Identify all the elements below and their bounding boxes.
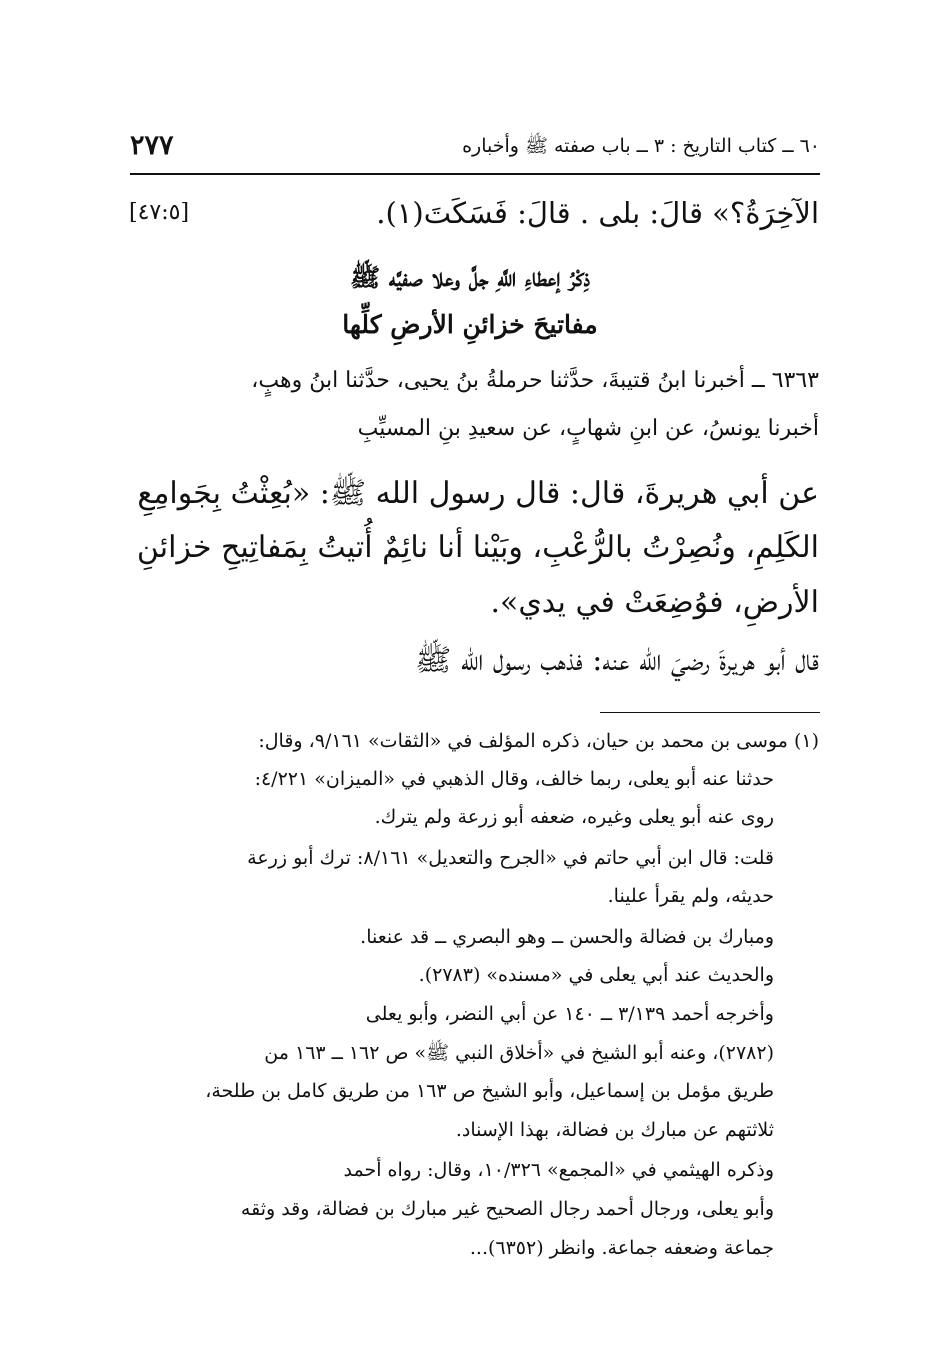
footnote-line: وأبو يعلى، ورجال أحمد رجال الصحيح غير مبارك بن فضالة، وقد وثقه: [240, 1198, 774, 1220]
footnote-line: وذكره الهيثمي في «المجمع» ١٠/٣٢٦، وقال: رواه أحمد: [343, 1159, 774, 1181]
footnote-line: والحديث عند أبي يعلى في «مسنده» (٢٧٨٣).: [418, 964, 774, 986]
section-heading-line-2: مفاتيحَ خزائنِ الأرضِ كلِّها: [342, 310, 598, 339]
matn-line-1: عن أبي هريرةَ، قال: قال رسول الله ﷺ: «بُعِثْتُ بِجَوامِعِ: [137, 476, 819, 511]
reference-marker: [٤٧:٥]: [129, 200, 190, 225]
footnote-line: طريق مؤمل بن إسماعيل، وأبو الشيخ ص ١٦٣ من طريق كامل بن طلحة،: [205, 1080, 774, 1102]
header-rule: [130, 173, 820, 175]
footnote-line: (١) موسى بن محمد بن حيان، ذكره المؤلف في «الثقات» ٩/١٦١، وقال:: [258, 730, 819, 752]
page-header: [130, 130, 820, 170]
footnote-separator: [600, 712, 820, 713]
matn-line-4: قال أبو هريرةَ رضيَ الله عنه: فذهب رسول الله ﷺ: [415, 643, 819, 678]
page-number: ٢٧٧: [130, 130, 174, 161]
footnote-line: قلت: قال ابن أبي حاتم في «الجرح والتعديل» ٨/١٦١: ترك أبو زرعة: [247, 847, 774, 869]
footnote-line: حدثنا عنه أبو يعلى، ربما خالف، وقال الذهبي في «الميزان» ٤/٢٢١:: [254, 768, 774, 790]
footnote-line: ثلاثتهم عن مبارك بن فضالة، بهذا الإسناد.: [455, 1119, 774, 1141]
footnote-line: (٢٧٨٢)، وعنه أبو الشيخ في «أخلاق النبي ﷺ» ص ١٦٢ ــ ١٦٣ من: [264, 1042, 774, 1064]
section-heading-line-1: ذِكْرُ إعطاءِ اللَّهِ جلَّ وعلا صفيَّه ﷺ: [349, 263, 591, 292]
continuation-line: [129, 196, 819, 230]
isnad-line-2: أخبرنا يونسُ، عن ابنِ شهابٍ، عن سعيدِ بنِ المسيِّبِ: [357, 416, 819, 441]
footnote-line: ومبارك بن فضالة والحسن ــ وهو البصري ــ قد عنعنا.: [360, 926, 774, 948]
running-title: ٦٠ ــ كتاب التاريخ : ٣ ــ باب صفته ﷺ وأخباره: [462, 135, 820, 157]
matn-line-3: الأرضِ، فوُضِعَتْ في يدي».: [490, 585, 819, 620]
footnote-line: جماعة وضعفه جماعة. وانظر (٦٣٥٢)...: [469, 1237, 774, 1259]
footnote-line: وأخرجه أحمد ٣/١٣٩ ــ ١٤٠ عن أبي النضر، وأبو يعلى: [365, 1003, 774, 1025]
footnote-line: روى عنه أبو يعلى وغيره، ضعفه أبو زرعة ولم يترك.: [374, 806, 774, 828]
matn-line-2: الكَلِمِ، ونُصِرْتُ بالرُّعْبِ، وبَيْنا أنا نائِمٌ أُتيتُ بِمَفاتِيحِ خزائنِ: [136, 530, 819, 565]
isnad-line-1: ٦٣٦٣ ــ أخبرنا ابنُ قتيبةَ، حدَّثنا حرملةُ بنُ يحيى، حدَّثنا ابنُ وهبٍ،: [251, 368, 819, 393]
continuation-text: الآخِرَةُ؟» قالَ: بلى . قالَ: فَسَكَتَ(١).: [376, 196, 819, 230]
footnote-line: حديثه، ولم يقرأ علينا.: [607, 885, 774, 907]
